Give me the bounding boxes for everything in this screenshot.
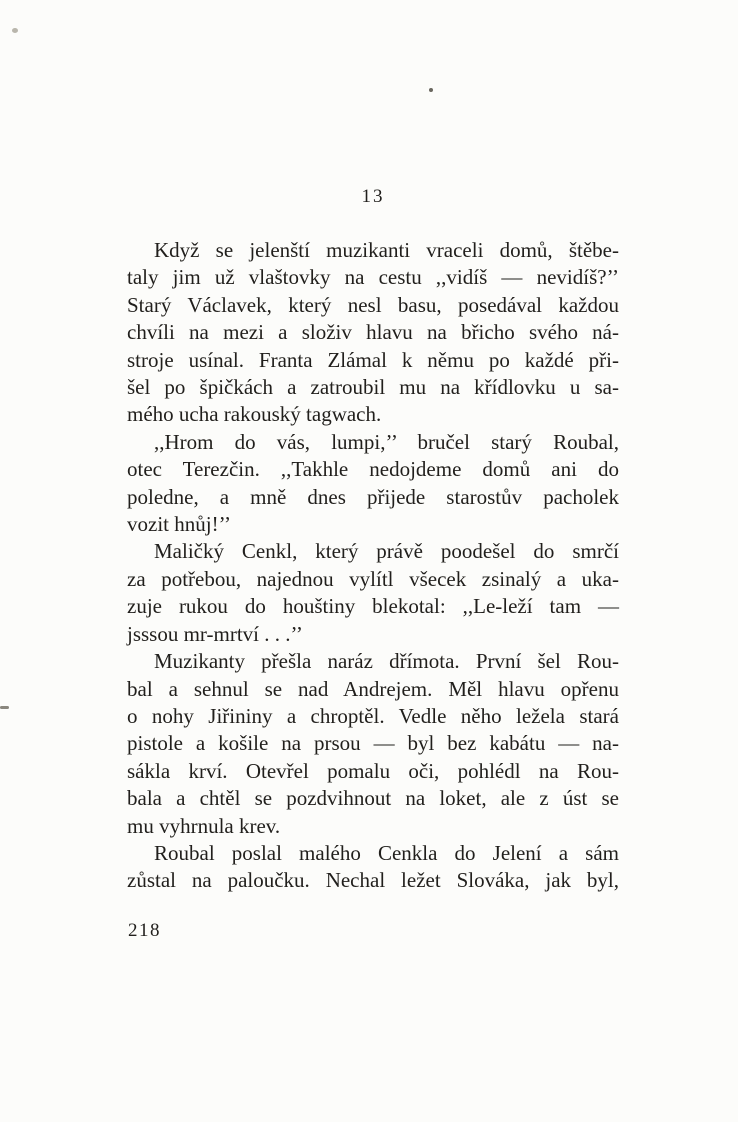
text-line: sákla krví. Otevřel pomalu oči, pohlédl na Rou- (127, 758, 619, 783)
paragraph (127, 237, 619, 429)
paragraph (127, 429, 619, 539)
text-line: zůstal na paloučku. Nechal ležet Slováka, jak byl, (127, 868, 619, 893)
paragraph (127, 840, 619, 895)
text-line: otec Terezčin. ,,Takhle nedojdeme domů ani do (127, 457, 619, 482)
text-line: Starý Václavek, který nesl basu, posedával každou (127, 292, 619, 317)
text-line: šel po špičkách a zatroubil mu na křídlovku u sa- (127, 375, 619, 400)
text-line: o nohy Jiřininy a chroptěl. Vedle něho ležela stará (127, 703, 619, 728)
text-line: mu vyhrnula krev. (127, 813, 281, 838)
text-line: chvíli na mezi a složiv hlavu na břicho svého ná- (127, 320, 619, 345)
text-line: bala a chtěl se pozdvihnout na loket, ale z úst se (127, 786, 619, 811)
text-line: stroje usínal. Franta Zlámal k němu po každé při- (127, 347, 619, 372)
page-number-header: 13 (361, 186, 385, 207)
text-line: poledne, a mně dnes přijede starostův pacholek (127, 484, 619, 509)
text-line: jsssou mr-mrtví . . .’’ (127, 621, 303, 646)
text-line: Maličký Cenkl, který právě poodešel do smrčí (154, 539, 619, 564)
scan-artifact-dot (429, 88, 433, 92)
text-line: bal a sehnul se nad Andrejem. Měl hlavu opřenu (127, 676, 619, 701)
text-line: taly jim už vlaštovky na cestu ,,vidíš — nevidíš?’’ (127, 265, 619, 290)
text-line: Když se jelenští muzikanti vraceli domů, štěbe- (154, 238, 619, 262)
page-number-footer: 218 (128, 920, 161, 941)
text-line: Muzikanty přešla naráz dřímota. První šel Rou- (154, 649, 619, 674)
text-line: mého ucha rakouský tagwach. (127, 402, 382, 427)
scan-artifact-corner (12, 28, 18, 33)
paragraph (127, 648, 619, 840)
text-line: zuje rukou do houštiny blekotal: ,,Le-leží tam — (127, 594, 619, 619)
text-line: za potřebou, najednou vylítl všecek zsinalý a uka- (127, 566, 619, 591)
text-line: Roubal poslal malého Cenkla do Jelení a sám (154, 840, 619, 865)
text-line: vozit hnůj!’’ (127, 512, 231, 537)
text-line: pistole a košile na prsou — byl bez kabátu — na- (127, 731, 619, 756)
text-block (127, 237, 619, 895)
paragraph (127, 538, 619, 648)
text-line: ,,Hrom do vás, lumpi,’’ bručel starý Roubal, (154, 429, 619, 454)
scan-artifact-edge (0, 706, 9, 709)
